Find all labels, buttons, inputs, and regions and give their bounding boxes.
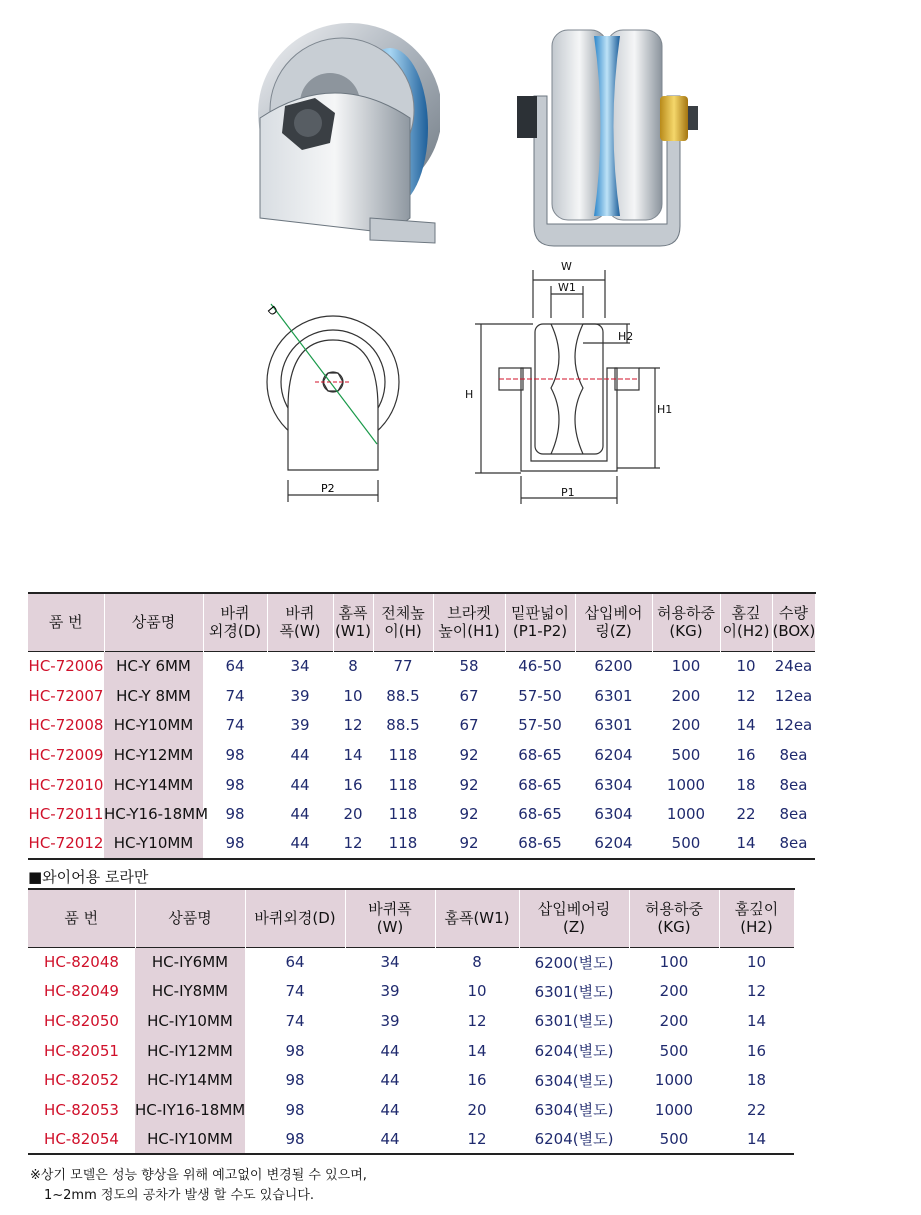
value-cell: 8ea (779, 775, 808, 794)
value-cell: 39 (290, 716, 310, 735)
value-cell: 1000 (654, 1100, 694, 1119)
table-row (28, 651, 815, 681)
header-cell: 삽입베어링 (Z) (519, 889, 629, 947)
table-row (28, 770, 815, 800)
header-cell: 브라켓 높이(H1) (433, 593, 505, 651)
value-cell: 500 (659, 1041, 689, 1060)
header-cell: 바퀴외경(D) (245, 889, 345, 947)
value-cell: 57-50 (518, 686, 562, 705)
value-cell: 44 (380, 1100, 400, 1119)
section-title-wire-roller: ■와이어용 로라만 (28, 868, 149, 886)
value-cell: 74 (285, 1011, 305, 1030)
header-cell: 품 번 (28, 889, 135, 947)
value-cell: 67 (459, 716, 479, 735)
value-cell: 57-50 (518, 716, 562, 735)
label-w: W (561, 260, 572, 273)
value-cell: 8 (348, 657, 358, 676)
value-cell: 10 (343, 686, 363, 705)
table-row (28, 710, 815, 740)
label-h1: H1 (657, 403, 673, 416)
table-row (28, 681, 815, 711)
header-cell: 홈폭 (W1) (333, 593, 373, 651)
value-cell: 64 (285, 953, 305, 972)
value-cell: 6204(별도) (534, 1042, 614, 1061)
header-cell: 홈깊 이(H2) (720, 593, 772, 651)
value-cell: 88.5 (386, 686, 420, 705)
label-w1: W1 (558, 281, 576, 294)
header-cell: 바퀴폭 (W) (345, 889, 435, 947)
value-cell: 98 (285, 1100, 305, 1119)
value-cell: 12 (343, 716, 363, 735)
value-cell: 20 (343, 805, 363, 824)
product-code-cell: HC-82052 (44, 1071, 119, 1090)
spec-table-wire-roller (28, 888, 795, 1155)
value-cell: 74 (225, 716, 245, 735)
value-cell: 200 (671, 716, 701, 735)
header-cell: 품 번 (28, 593, 104, 651)
value-cell: 98 (225, 775, 245, 794)
product-name-cell: HC-IY8MM (135, 977, 245, 1007)
value-cell: 100 (671, 657, 701, 676)
product-code-cell: HC-82053 (44, 1100, 119, 1119)
value-cell: 68-65 (518, 745, 562, 764)
value-cell: 200 (659, 982, 689, 1001)
front-view-drawing (455, 258, 695, 513)
value-cell: 14 (736, 716, 756, 735)
value-cell: 98 (203, 829, 267, 859)
value-cell: 44 (267, 829, 333, 859)
product-code-cell: HC-82054 (28, 1125, 135, 1155)
label-p1: P1 (561, 486, 575, 499)
product-name-cell: HC-IY10MM (135, 1125, 245, 1155)
product-name-cell: HC-Y10MM (104, 710, 203, 740)
value-cell: 118 (373, 829, 433, 859)
product-code-cell: HC-82050 (44, 1011, 119, 1030)
table-row (28, 1065, 794, 1095)
header-cell: 상품명 (135, 889, 245, 947)
footnote-line-1: ※상기 모델은 성능 향상을 위해 예고없이 변경될 수 있으며, (30, 1168, 367, 1183)
product-code-cell: HC-72012 (28, 829, 104, 859)
value-cell: 14 (467, 1041, 487, 1060)
product-code-cell: HC-72010 (28, 775, 104, 794)
value-cell: 18 (736, 775, 756, 794)
label-h: H (465, 388, 474, 401)
value-cell: 64 (225, 657, 245, 676)
header-cell: 허용하중 (KG) (629, 889, 719, 947)
value-cell: 6301 (594, 686, 633, 705)
value-cell: 1000 (654, 1071, 694, 1090)
value-cell: 500 (629, 1125, 719, 1155)
table-header-row (28, 889, 794, 947)
value-cell: 46-50 (518, 657, 562, 676)
value-cell: 6204 (594, 745, 633, 764)
label-d: D (264, 303, 281, 319)
value-cell: 200 (659, 1011, 689, 1030)
value-cell: 100 (659, 953, 689, 972)
product-name-cell: HC-IY10MM (135, 1006, 245, 1036)
value-cell: 20 (467, 1100, 487, 1119)
product-name-cell: HC-Y14MM (104, 770, 203, 800)
value-cell: 98 (285, 1071, 305, 1090)
product-code-cell: HC-72011 (28, 805, 104, 824)
value-cell: 118 (388, 805, 418, 824)
value-cell: 8ea (779, 745, 808, 764)
product-code-cell: HC-82048 (44, 953, 119, 972)
value-cell: 12ea (774, 716, 813, 735)
side-view-drawing (255, 290, 415, 515)
value-cell: 1000 (666, 775, 706, 794)
value-cell: 118 (388, 745, 418, 764)
value-cell: 14 (343, 745, 363, 764)
value-cell: 12 (746, 982, 767, 1001)
value-cell: 68-65 (505, 829, 575, 859)
value-cell: 6304(별도) (534, 1071, 614, 1090)
value-cell: 10 (467, 982, 487, 1001)
value-cell: 67 (459, 686, 479, 705)
value-cell: 12 (467, 1011, 487, 1030)
value-cell: 8 (472, 953, 482, 972)
value-cell: 6200(별도) (534, 953, 614, 972)
value-cell: 88.5 (386, 716, 420, 735)
value-cell: 118 (388, 775, 418, 794)
value-cell: 34 (290, 657, 310, 676)
value-cell: 1000 (666, 805, 706, 824)
value-cell: 6304(별도) (534, 1101, 614, 1120)
value-cell: 10 (746, 953, 767, 972)
header-cell: 홈깊이 (H2) (719, 889, 794, 947)
value-cell: 44 (290, 775, 310, 794)
value-cell: 98 (245, 1125, 345, 1155)
header-cell: 상품명 (104, 593, 203, 651)
table-row (28, 947, 794, 977)
value-cell: 12 (333, 829, 373, 859)
value-cell: 14 (719, 1125, 794, 1155)
value-cell: 92 (459, 745, 479, 764)
value-cell: 14 (746, 1011, 767, 1030)
header-cell: 삽입베어 링(Z) (575, 593, 652, 651)
label-p2: P2 (321, 482, 335, 495)
value-cell: 44 (380, 1041, 400, 1060)
value-cell: 500 (652, 829, 720, 859)
value-cell: 98 (225, 745, 245, 764)
value-cell: 12 (435, 1125, 519, 1155)
header-cell: 밑판넓이 (P1-P2) (505, 593, 575, 651)
table-header-row (28, 593, 815, 651)
product-name-cell: HC-Y10MM (104, 829, 203, 859)
value-cell: 16 (746, 1041, 767, 1060)
product-code-cell: HC-72007 (28, 686, 104, 705)
value-cell: 500 (671, 745, 701, 764)
value-cell: 6301(별도) (534, 1012, 614, 1031)
product-name-cell: HC-IY16-18MM (135, 1095, 245, 1125)
value-cell: 44 (290, 745, 310, 764)
value-cell: 74 (225, 686, 245, 705)
value-cell: 68-65 (518, 775, 562, 794)
product-code-cell: HC-72006 (28, 657, 104, 676)
value-cell: 10 (736, 657, 756, 676)
value-cell: 16 (343, 775, 363, 794)
product-name-cell: HC-Y 8MM (104, 681, 203, 711)
value-cell: 6304 (594, 775, 633, 794)
value-cell: 16 (736, 745, 756, 764)
table-row (28, 799, 815, 829)
value-cell: 39 (380, 982, 400, 1001)
table-row (28, 829, 815, 859)
spec-table-bracket (28, 592, 816, 860)
value-cell: 8ea (772, 829, 815, 859)
table-row (28, 1125, 794, 1155)
value-cell: 16 (467, 1071, 487, 1090)
value-cell: 6304 (594, 805, 633, 824)
value-cell: 12 (736, 686, 756, 705)
header-cell: 바퀴 외경(D) (203, 593, 267, 651)
value-cell: 92 (433, 829, 505, 859)
table-row (28, 1006, 794, 1036)
value-cell: 200 (671, 686, 701, 705)
product-photo-side (240, 18, 440, 248)
value-cell: 6204 (575, 829, 652, 859)
value-cell: 92 (459, 775, 479, 794)
header-cell: 전체높 이(H) (373, 593, 433, 651)
header-cell: 바퀴 폭(W) (267, 593, 333, 651)
product-code-cell: HC-72009 (28, 745, 104, 764)
value-cell: 6204(별도) (519, 1125, 629, 1155)
value-cell: 39 (290, 686, 310, 705)
product-code-cell: HC-72008 (28, 716, 104, 735)
table-row (28, 740, 815, 770)
footnote-line-2: 1~2mm 정도의 공차가 발생 할 수도 있습니다. (44, 1188, 315, 1203)
value-cell: 68-65 (518, 805, 562, 824)
value-cell: 14 (720, 829, 772, 859)
value-cell: 58 (459, 657, 479, 676)
value-cell: 98 (225, 805, 245, 824)
product-name-cell: HC-Y12MM (104, 740, 203, 770)
value-cell: 74 (285, 982, 305, 1001)
product-code-cell: HC-82049 (44, 982, 119, 1001)
value-cell: 8ea (779, 805, 808, 824)
value-cell: 77 (393, 657, 413, 676)
value-cell: 44 (380, 1071, 400, 1090)
value-cell: 18 (746, 1071, 767, 1090)
value-cell: 44 (290, 805, 310, 824)
value-cell: 6301(별도) (534, 982, 614, 1001)
value-cell: 12ea (774, 686, 813, 705)
product-name-cell: HC-Y 6MM (104, 651, 203, 681)
header-cell: 허용하중 (KG) (652, 593, 720, 651)
value-cell: 22 (736, 805, 756, 824)
value-cell: 6200 (594, 657, 633, 676)
product-name-cell: HC-IY6MM (135, 947, 245, 977)
value-cell: 22 (746, 1100, 767, 1119)
value-cell: 24ea (774, 657, 813, 676)
product-name-cell: HC-IY12MM (135, 1036, 245, 1066)
product-code-cell: HC-82051 (44, 1041, 119, 1060)
header-cell: 홈폭(W1) (435, 889, 519, 947)
table-row (28, 1095, 794, 1125)
table-row (28, 1036, 794, 1066)
value-cell: 6301 (594, 716, 633, 735)
value-cell: 34 (380, 953, 400, 972)
label-h2: H2 (618, 330, 634, 343)
header-cell: 수량 (BOX) (772, 593, 815, 651)
product-name-cell: HC-IY14MM (135, 1065, 245, 1095)
value-cell: 92 (459, 805, 479, 824)
value-cell: 98 (285, 1041, 305, 1060)
table-row (28, 977, 794, 1007)
product-photo-front (512, 26, 702, 251)
value-cell: 44 (345, 1125, 435, 1155)
value-cell: 39 (380, 1011, 400, 1030)
product-name-cell: HC-Y16-18MM (104, 799, 203, 829)
